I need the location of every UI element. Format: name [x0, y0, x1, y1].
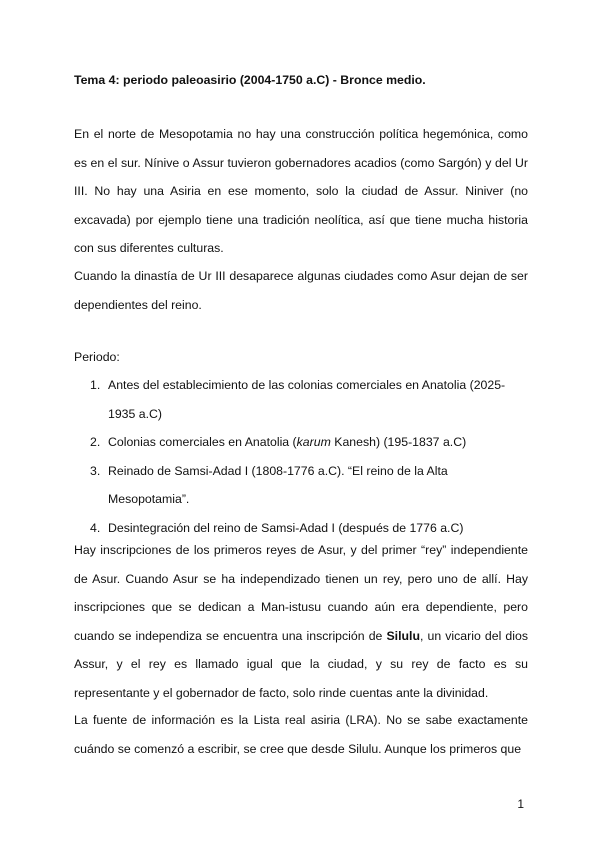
italic-term: karum	[296, 435, 331, 449]
list-number: 2.	[90, 435, 101, 449]
list-item-text: Colonias comerciales en Anatolia (	[108, 435, 297, 449]
paragraph: La fuente de información es la Lista real asiria (LRA). No se sabe exactamente cuándo se comenzó a escribir, se cree que desde Silulu. Aunque los primeros que	[74, 713, 528, 756]
list-item-text: Kanesh) (195-1837 a.C)	[330, 435, 467, 449]
period-list	[74, 371, 528, 542]
list-item-text: Desintegración del reino de Samsi-Adad I (después de 1776 a.C)	[108, 520, 464, 535]
list-item-text: Antes del establecimiento de las colonias comerciales en Anatolia (2025-1935 a.C)	[108, 378, 506, 421]
paragraph	[74, 536, 528, 707]
paragraph: En el norte de Mesopotamia no hay una construcción política hegemónica, como es en el sur. Nínive o Assur tuvieron gobernadores acadios (como Sargón) y del Ur III. No hay una Asiria en ese momento, solo la ciudad de Assur. Niniver (no excavada) por ejemplo tiene una tradición neolítica, así que tiene mucha historia con sus diferentes culturas.	[74, 127, 528, 255]
page-title: Tema 4: periodo paleoasirio (2004-1750 a.C) - Bronce medio.	[74, 73, 426, 87]
list-number: 3.	[90, 463, 101, 478]
paragraph-text: Hay inscripciones de los primeros reyes de Asur, y del primer “rey” independiente de Asur. Cuando Asur se ha independizado tienen un rey, pero uno de allí. Hay inscripciones que se dedican a Man-istusu cuando aún era dependiente, pero cuando se independiza se encuentra una inscripción de	[74, 543, 528, 643]
list-item	[74, 428, 528, 457]
list-item-text: Reinado de Samsi-Adad I (1808-1776 a.C). “El reino de la Alta Mesopotamia”.	[108, 463, 448, 506]
section-label: Periodo:	[74, 350, 120, 364]
list-number: 4.	[90, 520, 101, 535]
page-number: 1	[517, 797, 524, 811]
paragraph: Cuando la dinastía de Ur III desaparece algunas ciudades como Asur dejan de ser dependientes del reino.	[74, 269, 528, 312]
paragraph-text: , un vicario del dios Assur, y el rey es llamado igual que la ciudad, y su rey de facto es su representante y el gobernador de facto, solo rinde cuentas ante la divinidad.	[74, 628, 528, 700]
list-number: 1.	[90, 378, 101, 392]
list-item	[74, 371, 528, 428]
list-item	[74, 457, 528, 514]
bold-term: Silulu	[386, 628, 420, 643]
